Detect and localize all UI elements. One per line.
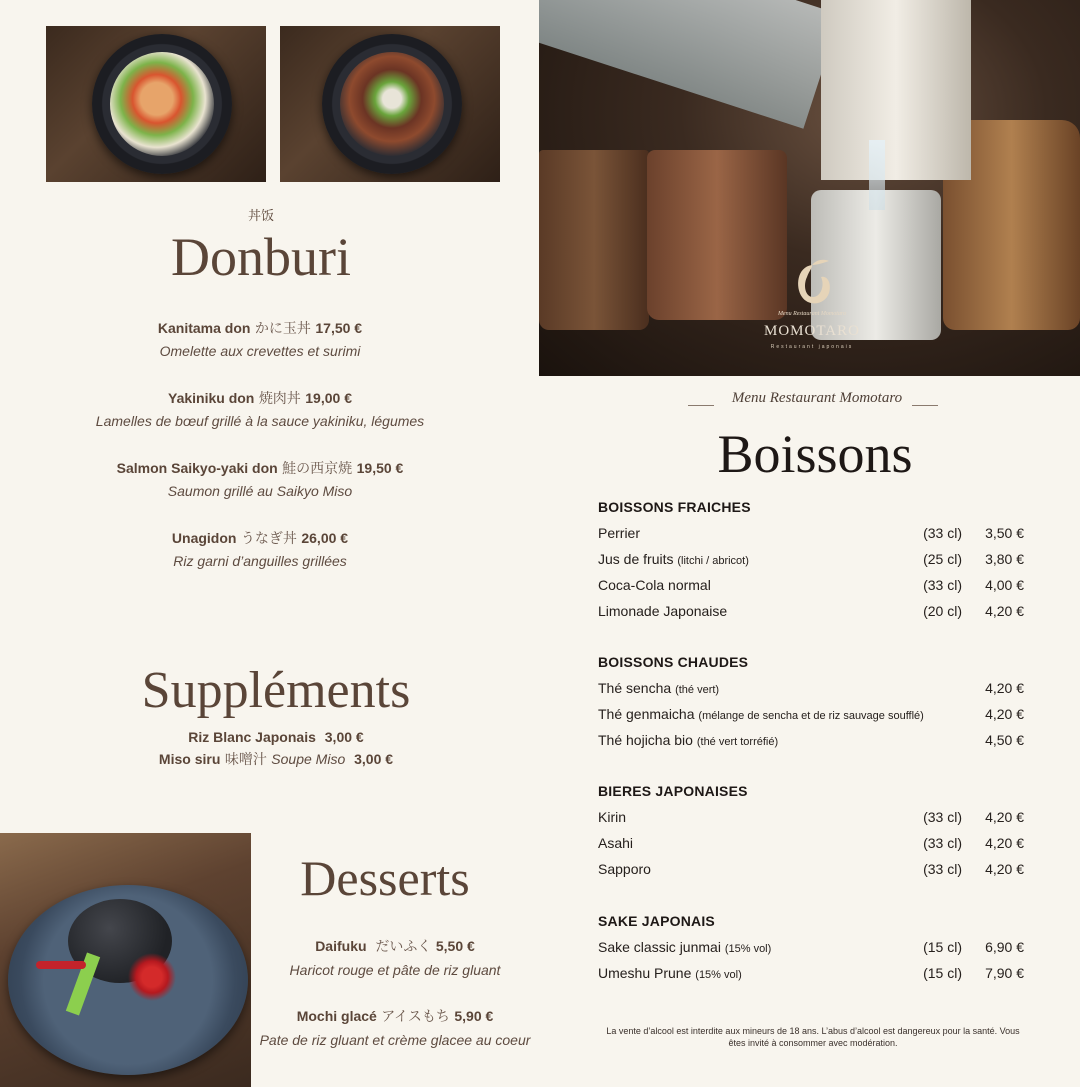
drink-row: Limonade Japonaise (20 cl) 4,20 € — [598, 603, 1024, 619]
drink-row: Perrier (33 cl) 3,50 € — [598, 525, 1024, 541]
momotaro-logo: Menu Restaurant Momotaro MOMOTARO Restaurant japonais — [760, 255, 864, 350]
section-heading: BOISSONS FRAICHES — [598, 499, 751, 515]
supplement-line: Riz Blanc Japonais 3,00 € — [188, 729, 364, 745]
drink-row: Sake classic junmai (15% vol) (15 cl) 6,90 € — [598, 939, 1024, 955]
logo-name: MOMOTARO — [764, 323, 860, 339]
dessert-photo — [0, 833, 251, 1087]
menu-item: Salmon Saikyo-yaki don 鮭の西京焼 19,50 € Saumon grillé au Saikyo Miso — [30, 458, 490, 503]
drink-row: Thé sencha (thé vert) 4,20 € — [598, 680, 1024, 696]
donburi-kanji: 丼饭 — [247, 208, 274, 223]
drink-row: Asahi (33 cl) 4,20 € — [598, 835, 1024, 851]
alcohol-disclaimer: La vente d’alcool est interdite aux mineurs de 18 ans. L’abus d’alcool est dangereux pour la santé. Vous êtes invité à consommer avec modération. — [606, 1026, 1020, 1048]
donburi-photo-2 — [280, 26, 500, 182]
menu-item: Yakiniku don 焼肉丼 19,00 € Lamelles de bœuf grillé à la sauce yakiniku, légumes — [30, 388, 490, 433]
item-description: Omelette aux crevettes et surimi — [159, 343, 361, 359]
caption-rule — [688, 405, 714, 406]
drink-row: Thé hojicha bio (thé vert torréfié) 4,50 € — [598, 732, 1024, 748]
item-description: Haricot rouge et pâte de riz gluant — [289, 962, 501, 978]
section-heading: BIERES JAPONAISES — [598, 783, 748, 799]
drink-row: Sapporo (33 cl) 4,20 € — [598, 861, 1024, 877]
item-description: Pate de riz gluant et crème glacee au coeur — [259, 1032, 531, 1048]
item-description: Riz garni d’anguilles grillées — [173, 553, 347, 569]
caption-rule — [912, 405, 938, 406]
item-description: Lamelles de bœuf grillé à la sauce yakiniku, légumes — [95, 413, 425, 429]
drink-row: Coca-Cola normal (33 cl) 4,00 € — [598, 577, 1024, 593]
menu-item: Kanitama don かに玉丼 17,50 € Omelette aux crevettes et surimi — [30, 318, 490, 363]
item-description: Saumon grillé au Saikyo Miso — [167, 483, 353, 499]
drink-row: Jus de fruits (litchi / abricot) (25 cl) 3,80 € — [598, 551, 1024, 567]
supplements-title: Suppléments — [141, 662, 411, 719]
section-heading: SAKE JAPONAIS — [598, 913, 715, 929]
donburi-title: Donburi — [171, 227, 351, 287]
menu-item: Daifuku だいふく 5,50 € Haricot rouge et pâte de riz gluant — [250, 936, 540, 983]
menu-item: Mochi glacé アイスもち 5,90 € Pate de riz gluant et crème glacee au coeur — [250, 1006, 540, 1053]
boissons-title: Boissons — [717, 424, 913, 484]
donburi-photo-1 — [46, 26, 266, 182]
peach-logo-icon — [787, 255, 837, 309]
section-heading: BOISSONS CHAUDES — [598, 654, 749, 670]
drink-row: Thé genmaicha (mélange de sencha et de riz sauvage soufflé) 4,20 € — [598, 706, 1024, 722]
drink-row: Kirin (33 cl) 4,20 € — [598, 809, 1024, 825]
menu-item: Unagidon うなぎ丼 26,00 € Riz garni d’anguilles grillées — [30, 528, 490, 573]
supplement-line: Miso siru 味噌汁 Soupe Miso 3,00 € — [158, 751, 394, 767]
drink-row: Umeshu Prune (15% vol) (15 cl) 7,90 € — [598, 965, 1024, 981]
boissons-caption: Menu Restaurant Momotaro — [731, 390, 903, 406]
desserts-title: Desserts — [300, 850, 470, 906]
